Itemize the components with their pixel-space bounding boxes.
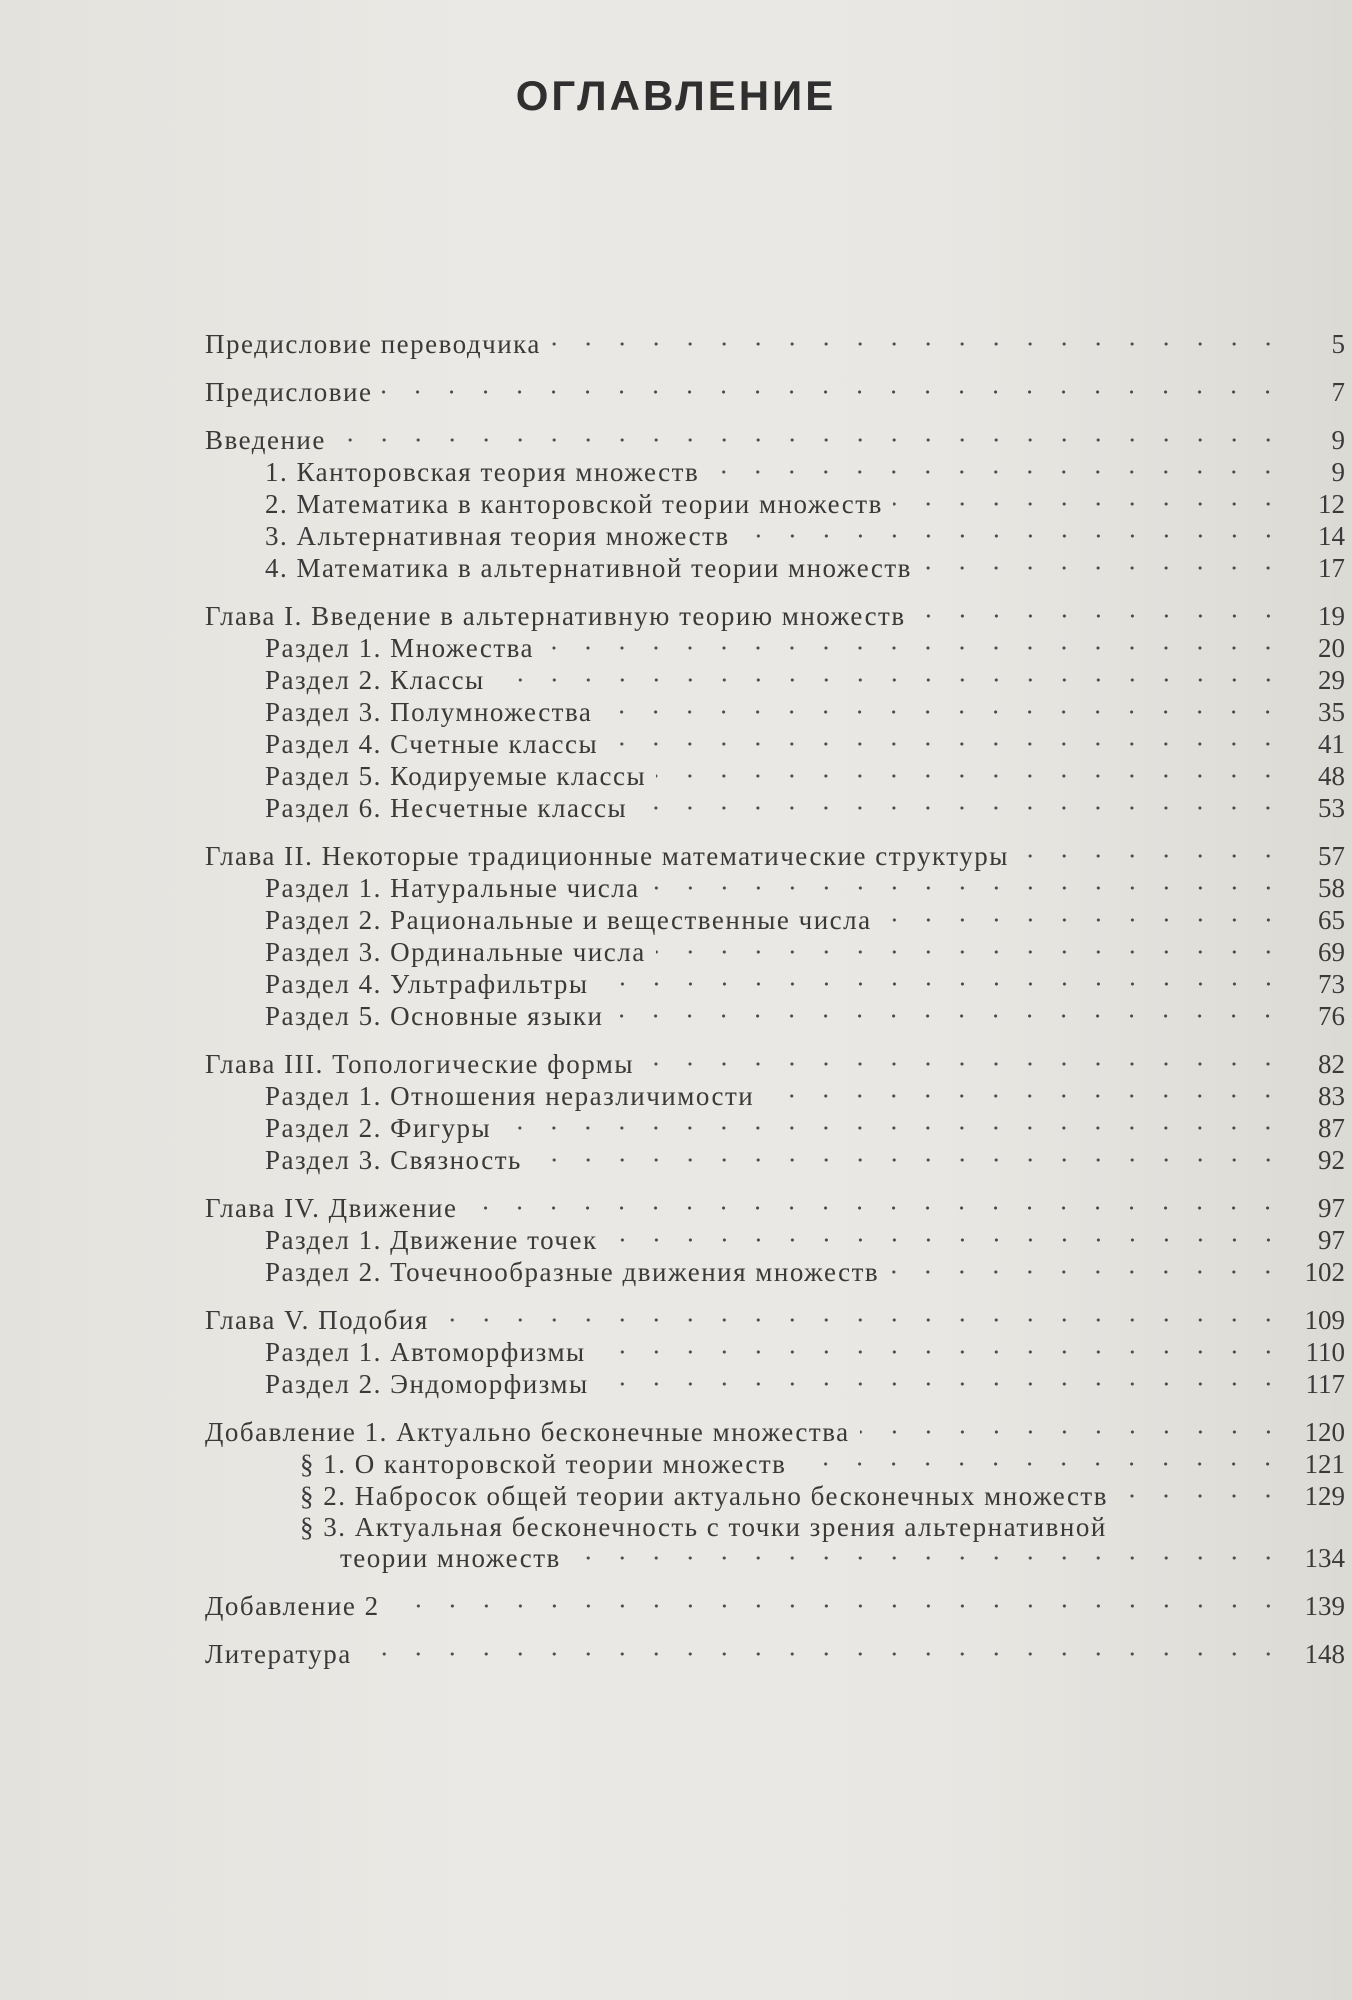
- dot-leader: [532, 1157, 1285, 1163]
- toc-entry: [205, 664, 1345, 696]
- dot-leader: [613, 1013, 1285, 1019]
- toc-label: Литература: [205, 1639, 352, 1669]
- dot-leader: [656, 949, 1285, 955]
- dot-leader: [336, 437, 1285, 443]
- dot-leader: [656, 773, 1285, 779]
- toc-entry: [205, 456, 1345, 488]
- toc-label: Раздел 2. Рациональные и вещественные числа: [265, 905, 872, 935]
- toc-page-number: 134: [1304, 1543, 1345, 1573]
- dot-leader: [764, 1093, 1285, 1099]
- dot-leader: [596, 1349, 1285, 1355]
- toc-label: Глава III. Топологические формы: [205, 1049, 635, 1079]
- toc-page-number: 17: [1318, 553, 1345, 583]
- toc-label: § 2. Набросок общей теории актуально бесконечных множеств: [300, 1481, 1108, 1511]
- toc-page-number: 53: [1318, 793, 1345, 823]
- toc-page-number: 117: [1305, 1369, 1345, 1399]
- dot-leader: [362, 1651, 1285, 1657]
- toc-page-number: 139: [1304, 1591, 1345, 1621]
- toc-entry: [205, 1638, 1345, 1670]
- toc-label: Раздел 5. Основные языки: [265, 1001, 604, 1031]
- dot-leader: [390, 1603, 1285, 1609]
- toc-page-number: 9: [1331, 425, 1345, 455]
- toc-entry: [205, 1512, 1345, 1542]
- toc-page-number: 5: [1331, 329, 1345, 359]
- toc-entry: [205, 552, 1345, 584]
- toc-page-number: 82: [1318, 1049, 1345, 1079]
- toc-label: 3. Альтернативная теория множеств: [265, 521, 730, 551]
- toc-label: Раздел 4. Ультрафильтры: [265, 969, 589, 999]
- toc-page-number: 58: [1318, 873, 1345, 903]
- toc-entry: [205, 1304, 1345, 1336]
- toc-entry: [205, 696, 1345, 728]
- dot-leader: [922, 565, 1285, 571]
- toc-entry: [205, 1416, 1345, 1448]
- toc-entry: [205, 376, 1345, 408]
- toc-entry: [205, 872, 1345, 904]
- toc-entry: [205, 1542, 1345, 1574]
- toc-entry: [205, 1048, 1345, 1080]
- toc-label: Введение: [205, 425, 326, 455]
- toc-label: Раздел 1. Множества: [265, 633, 535, 663]
- toc-page-number: 87: [1318, 1113, 1345, 1143]
- page-title: ОГЛАВЛЕНИЕ: [515, 72, 837, 119]
- dot-leader: [644, 1061, 1285, 1067]
- dot-leader: [439, 1317, 1285, 1323]
- dot-leader: [796, 1461, 1285, 1467]
- toc-page-number: 73: [1318, 969, 1345, 999]
- toc-page-number: 12: [1318, 489, 1345, 519]
- toc-label: § 3. Актуальная бесконечность с точки зрения альтернативной: [300, 1512, 1107, 1542]
- toc-page-number: 92: [1318, 1145, 1345, 1175]
- toc-page-number: 129: [1304, 1481, 1345, 1511]
- toc-page-number: 109: [1304, 1305, 1345, 1335]
- toc-label: Раздел 1. Отношения неразличимости: [265, 1081, 755, 1111]
- toc-label: Раздел 1. Натуральные числа: [265, 873, 640, 903]
- toc-page-number: 9: [1331, 457, 1345, 487]
- toc-entry: [205, 1144, 1345, 1176]
- toc-label: Раздел 3. Связность: [265, 1145, 522, 1175]
- toc-label: Глава I. Введение в альтернативную теорию множеств: [205, 601, 906, 631]
- toc-page-number: 57: [1318, 841, 1345, 871]
- toc-label: Предисловие: [205, 377, 373, 407]
- dot-leader: [889, 1269, 1285, 1275]
- toc-page-number: 102: [1304, 1257, 1345, 1287]
- toc-entry: [205, 1590, 1345, 1622]
- dot-leader: [740, 533, 1285, 539]
- toc-page-number: 41: [1318, 729, 1345, 759]
- dot-leader: [916, 613, 1285, 619]
- dot-leader: [709, 469, 1285, 475]
- toc-label: 4. Математика в альтернативной теории множеств: [265, 553, 912, 583]
- toc-entry: [205, 728, 1345, 760]
- toc-label: Раздел 3. Полумножества: [265, 697, 593, 727]
- toc-entry: [205, 904, 1345, 936]
- dot-leader: [882, 917, 1285, 923]
- toc-page-number: 35: [1318, 697, 1345, 727]
- toc-page-number: 83: [1318, 1081, 1345, 1111]
- toc-label: 2. Математика в канторовской теории множеств: [265, 489, 883, 519]
- dot-leader: [551, 341, 1285, 347]
- toc-entry: [205, 632, 1345, 664]
- toc-page-number: 48: [1318, 761, 1345, 791]
- toc-entry: [205, 1256, 1345, 1288]
- toc-page-number: 7: [1331, 377, 1345, 407]
- toc-entry: [205, 328, 1345, 360]
- dot-leader: [650, 885, 1285, 891]
- toc-label: Раздел 5. Кодируемые классы: [265, 761, 647, 791]
- toc-label: Глава V. Подобия: [205, 1305, 429, 1335]
- toc-label: Добавление 2: [205, 1591, 380, 1621]
- toc-page-number: 65: [1318, 905, 1345, 935]
- dot-leader: [1019, 853, 1285, 859]
- toc-label: Раздел 2. Точечнообразные движения множеств: [265, 1257, 880, 1287]
- toc-page-number: 19: [1318, 601, 1345, 631]
- toc-label: Раздел 2. Эндоморфизмы: [265, 1369, 589, 1399]
- toc-entry: [205, 1336, 1345, 1368]
- toc-entry: [205, 600, 1345, 632]
- dot-leader: [599, 1381, 1285, 1387]
- toc-page-number: 121: [1304, 1449, 1345, 1479]
- toc-entry: [205, 1368, 1345, 1400]
- dot-leader: [571, 1555, 1285, 1561]
- toc-label: Предисловие переводчика: [205, 329, 541, 359]
- toc-page-number: 97: [1318, 1225, 1345, 1255]
- toc-entry: [205, 1000, 1345, 1032]
- toc-page-number: 110: [1305, 1337, 1345, 1367]
- dot-leader: [467, 1205, 1285, 1211]
- dot-leader: [637, 805, 1285, 811]
- toc-page-number: 29: [1318, 665, 1345, 695]
- toc-page-number: 69: [1318, 937, 1345, 967]
- toc-entry: [205, 488, 1345, 520]
- table-of-contents: [205, 328, 1345, 1670]
- dot-leader: [608, 741, 1285, 747]
- dot-leader: [860, 1429, 1285, 1435]
- toc-entry: [205, 520, 1345, 552]
- toc-label: Глава II. Некоторые традиционные математические структуры: [205, 841, 1009, 871]
- toc-label: Раздел 3. Ординальные числа: [265, 937, 646, 967]
- toc-entry: [205, 936, 1345, 968]
- toc-label: 1. Канторовская теория множеств: [265, 457, 700, 487]
- toc-entry: [205, 1192, 1345, 1224]
- dot-leader: [544, 645, 1285, 651]
- toc-page-number: 120: [1304, 1417, 1345, 1447]
- dot-leader: [382, 389, 1285, 395]
- dot-leader: [495, 677, 1285, 683]
- toc-entry: [205, 1448, 1345, 1480]
- toc-label: Раздел 2. Классы: [265, 665, 485, 695]
- dot-leader: [602, 709, 1285, 715]
- toc-entry: [205, 840, 1345, 872]
- toc-label: § 1. О канторовской теории множеств: [300, 1449, 787, 1479]
- toc-entry: [205, 760, 1345, 792]
- toc-page-number: 148: [1304, 1639, 1345, 1669]
- toc-entry: [205, 792, 1345, 824]
- toc-page-number: 20: [1318, 633, 1345, 663]
- toc-label: теории множеств: [340, 1543, 561, 1573]
- dot-leader: [608, 1237, 1285, 1243]
- toc-page-number: 14: [1318, 521, 1345, 551]
- toc-page-number: 76: [1318, 1001, 1345, 1031]
- toc-label: Раздел 6. Несчетные классы: [265, 793, 628, 823]
- toc-entry: [205, 424, 1345, 456]
- toc-entry: [205, 1480, 1345, 1512]
- toc-label: Раздел 1. Автоморфизмы: [265, 1337, 586, 1367]
- dot-leader: [1118, 1493, 1285, 1499]
- dot-leader: [501, 1125, 1285, 1131]
- toc-entry: [205, 1112, 1345, 1144]
- toc-entry: [205, 968, 1345, 1000]
- dot-leader: [893, 501, 1285, 507]
- toc-label: Раздел 2. Фигуры: [265, 1113, 492, 1143]
- toc-label: Раздел 4. Счетные классы: [265, 729, 599, 759]
- toc-page-number: 97: [1318, 1193, 1345, 1223]
- toc-label: Раздел 1. Движение точек: [265, 1225, 598, 1255]
- dot-leader: [599, 981, 1285, 987]
- toc-entry: [205, 1224, 1345, 1256]
- toc-label: Глава IV. Движение: [205, 1193, 458, 1223]
- toc-label: Добавление 1. Актуально бесконечные множества: [205, 1417, 850, 1447]
- toc-entry: [205, 1080, 1345, 1112]
